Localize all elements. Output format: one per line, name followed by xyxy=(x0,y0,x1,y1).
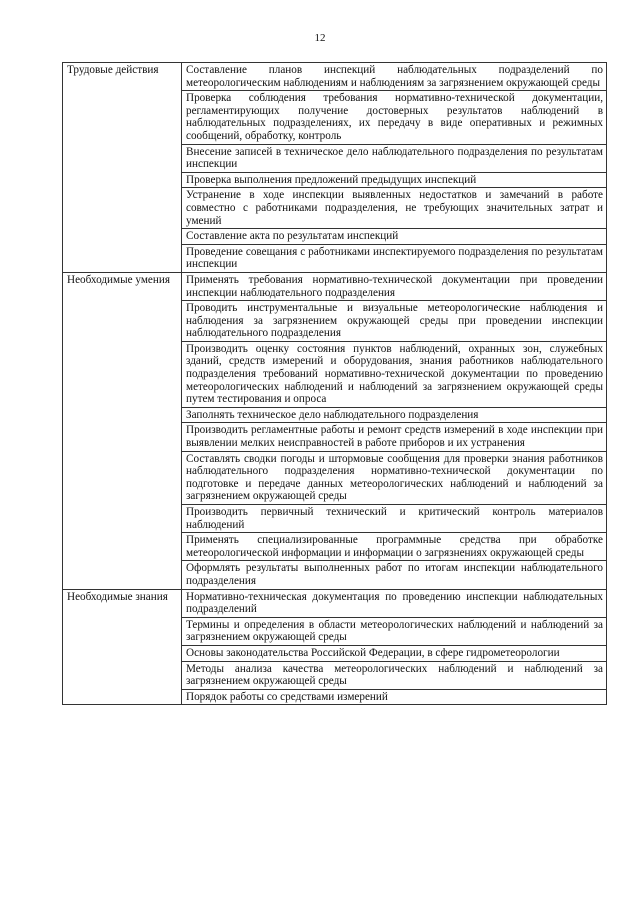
table-cell: Применять требования нормативно-технической документации при проведении инспекции наблюдательного подразделения xyxy=(182,272,607,300)
section-label-required-skills: Необходимые умения xyxy=(63,272,182,589)
table-cell: Составление планов инспекций наблюдательных подразделений по метеорологическим наблюдениям и наблюдениям за загрязнением окружающей среды xyxy=(182,63,607,91)
table-cell: Проведение совещания с работниками инспектируемого подразделения по результатам инспекции xyxy=(182,244,607,272)
table-cell: Производить оценку состояния пунктов наблюдений, охранных зон, служебных зданий, средств измерений и оборудования, знания работников наблюдательного подразделения требований нормативно-технической документации по проведению метеорологических наблюдений и наблюдений за загрязнением окружающей среды путем тестирования и опроса xyxy=(182,341,607,407)
table-cell: Термины и определения в области метеорологических наблюдений и наблюдений за загрязнением окружающей среды xyxy=(182,617,607,645)
table-cell: Оформлять результаты выполненных работ по итогам инспекции наблюдательного подразделения xyxy=(182,561,607,589)
table-cell: Производить первичный технический и критический контроль материалов наблюдений xyxy=(182,505,607,533)
table-cell: Производить регламентные работы и ремонт средств измерений в ходе инспекции при выявлении мелких неисправностей в работе приборов и их устранения xyxy=(182,423,607,451)
table-row xyxy=(63,589,607,617)
table-cell: Составление акта по результатам инспекций xyxy=(182,229,607,245)
table-cell: Порядок работы со средствами измерений xyxy=(182,689,607,705)
page-number: 12 xyxy=(314,32,326,44)
table-cell: Составлять сводки погоды и штормовые сообщения для проверки знания работников наблюдательного подразделения нормативно-технической документации по подготовке и передаче данных метеорологических наблюдений и наблюдений за загрязнением окружающей среды xyxy=(182,451,607,504)
table-cell: Проводить инструментальные и визуальные метеорологические наблюдения и наблюдения за загрязнением окружающей среды при проведении инспекции наблюдательного подразделения xyxy=(182,301,607,342)
table-cell: Методы анализа качества метеорологических наблюдений и наблюдений за загрязнением окружающей среды xyxy=(182,661,607,689)
section-label-required-knowledge: Необходимые знания xyxy=(63,589,182,705)
table-row xyxy=(63,272,607,300)
table-cell: Устранение в ходе инспекции выявленных недостатков и замечаний в работе совместно с работниками подразделения, не требующих значительных затрат и умений xyxy=(182,188,607,229)
table-cell: Применять специализированные программные средства при обработке метеорологической информации и информации о загрязнениях окружающей среды xyxy=(182,533,607,561)
table-cell: Проверка выполнения предложений предыдущих инспекций xyxy=(182,172,607,188)
qualification-table xyxy=(62,62,607,705)
table-row xyxy=(63,63,607,91)
table-cell: Нормативно-техническая документация по проведению инспекции наблюдательных подразделений xyxy=(182,589,607,617)
table-cell: Основы законодательства Российской Федерации, в сфере гидрометеорологии xyxy=(182,645,607,661)
table-cell: Заполнять техническое дело наблюдательного подразделения xyxy=(182,407,607,423)
table-cell: Внесение записей в техническое дело наблюдательного подразделения по результатам инспекции xyxy=(182,144,607,172)
table-cell: Проверка соблюдения требования нормативно-технической документации, регламентирующих получение достоверных результатов наблюдений в наблюдательных подразделениях, их передачу в виде оперативных и режимных сообщений, обработку, контроль xyxy=(182,91,607,144)
section-label-labor-actions: Трудовые действия xyxy=(63,63,182,273)
